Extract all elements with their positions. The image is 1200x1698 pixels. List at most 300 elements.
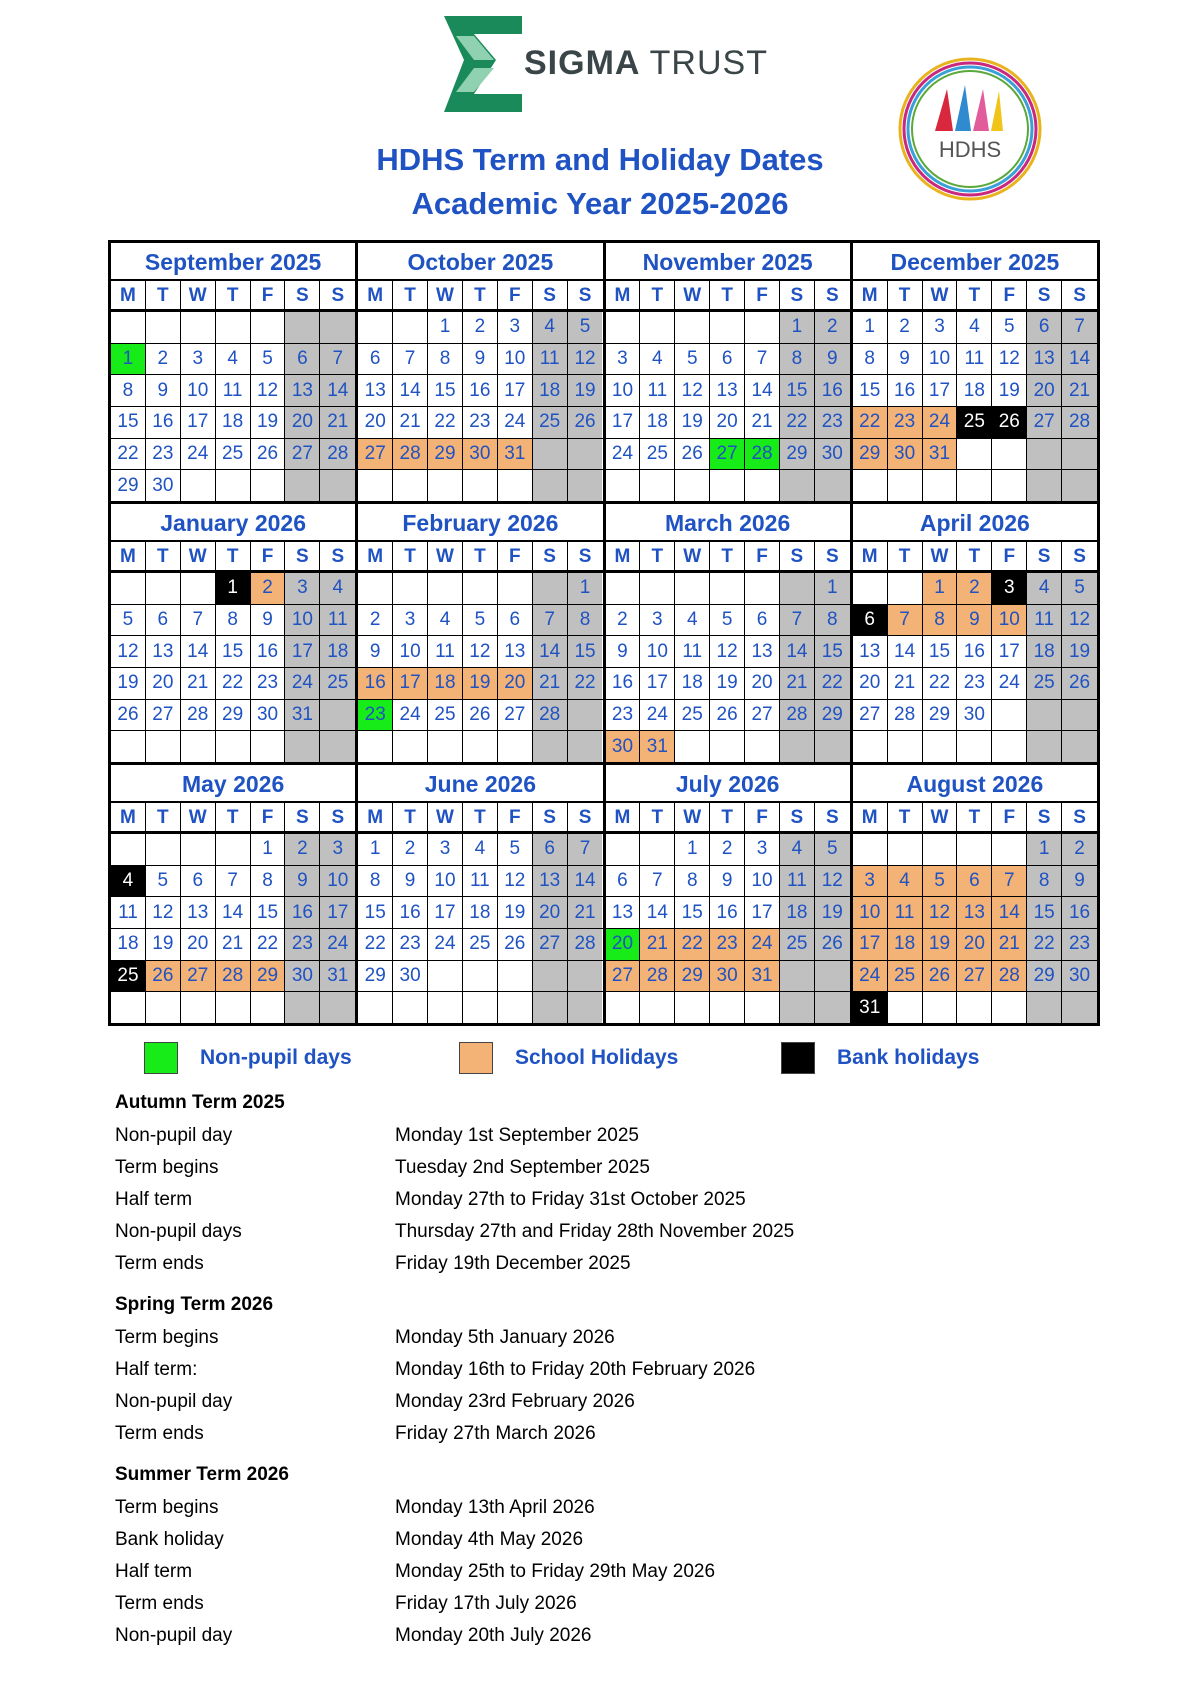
weekday-header: F (992, 281, 1027, 310)
month-block (111, 243, 355, 501)
weekday-header: W (181, 803, 216, 832)
day-cell: 4 (957, 312, 992, 343)
day-cell: 13 (957, 897, 992, 928)
day-cell: 8 (358, 866, 393, 897)
week-row (606, 834, 850, 866)
day-cell: 5 (675, 344, 710, 375)
week-row (853, 929, 1097, 961)
day-cell: 17 (606, 407, 641, 438)
day-cell: 2 (393, 834, 428, 865)
day-cell: 29 (815, 700, 850, 731)
day-cell: 20 (957, 929, 992, 960)
day-cell: 18 (320, 636, 355, 667)
empty-cell (710, 573, 745, 604)
day-cell: 23 (146, 439, 181, 470)
day-cell: 8 (853, 344, 888, 375)
empty-cell (181, 470, 216, 501)
day-cell: 5 (568, 312, 603, 343)
day-cell: 5 (992, 312, 1027, 343)
legend-label: Non-pupil days (200, 1046, 352, 1069)
empty-cell (428, 731, 463, 762)
weekday-header-row (358, 542, 602, 573)
day-cell: 29 (428, 439, 463, 470)
month-block (358, 504, 602, 762)
weekday-header: S (578, 546, 592, 567)
day-cell: 25 (780, 929, 815, 960)
day-cell: 20 (533, 897, 568, 928)
day-cell: 4 (320, 573, 355, 604)
day-cell: 8 (923, 605, 958, 636)
empty-cell (251, 470, 286, 501)
empty-cell (320, 731, 355, 762)
month-weeks (853, 834, 1097, 1023)
week-row (606, 668, 850, 700)
day-cell: 21 (320, 407, 355, 438)
day-cell: 6 (957, 866, 992, 897)
bank-holiday-swatch (781, 1042, 815, 1074)
empty-cell (285, 731, 320, 762)
day-cell: 8 (251, 866, 286, 897)
term-date: Friday 19th December 2025 (395, 1253, 631, 1274)
empty-cell (285, 470, 320, 501)
empty-cell (463, 470, 498, 501)
empty-cell (1027, 992, 1062, 1023)
day-cell: 13 (1027, 344, 1062, 375)
weekday-header-row (853, 803, 1097, 834)
empty-cell (606, 470, 641, 501)
month-name: January 2026 (111, 504, 355, 542)
day-cell: 1 (815, 573, 850, 604)
day-cell: 6 (853, 605, 888, 636)
day-cell: 18 (428, 668, 463, 699)
day-cell: 15 (815, 636, 850, 667)
day-cell: 21 (181, 668, 216, 699)
weekday-header: S (825, 285, 839, 306)
empty-cell (675, 731, 710, 762)
empty-cell (780, 470, 815, 501)
empty-cell (181, 992, 216, 1023)
day-cell: 25 (216, 439, 251, 470)
day-cell: 10 (853, 897, 888, 928)
day-cell: 28 (780, 700, 815, 731)
empty-cell (111, 731, 146, 762)
empty-cell (568, 470, 603, 501)
empty-cell (568, 961, 603, 992)
day-cell: 11 (533, 344, 568, 375)
week-row (606, 312, 850, 344)
weekday-header-row (853, 542, 1097, 573)
day-cell: 29 (216, 700, 251, 731)
empty-cell (146, 312, 181, 343)
empty-cell (745, 312, 780, 343)
day-cell: 15 (675, 897, 710, 928)
month-weeks (111, 573, 355, 762)
day-cell: 17 (498, 375, 533, 406)
day-cell: 29 (853, 439, 888, 470)
day-cell: 1 (923, 573, 958, 604)
day-cell: 19 (251, 407, 286, 438)
day-cell: 31 (498, 439, 533, 470)
day-cell: 19 (111, 668, 146, 699)
week-row (606, 407, 850, 439)
day-cell: 14 (181, 636, 216, 667)
empty-cell (992, 700, 1027, 731)
week-row (853, 866, 1097, 898)
week-row (606, 344, 850, 376)
day-cell: 5 (498, 834, 533, 865)
term-row (115, 1588, 1115, 1620)
day-cell: 28 (1062, 407, 1097, 438)
day-cell: 30 (710, 961, 745, 992)
day-cell: 10 (428, 866, 463, 897)
month-block (606, 243, 850, 501)
weekday-header: F (745, 542, 780, 571)
empty-cell (498, 961, 533, 992)
day-cell: 21 (992, 929, 1027, 960)
day-cell: 26 (1062, 668, 1097, 699)
weekday-header: S (780, 803, 815, 832)
weekday-header-row (853, 281, 1097, 312)
weekday-header: F (498, 542, 533, 571)
empty-cell (358, 470, 393, 501)
day-cell: 15 (923, 636, 958, 667)
month-block (853, 765, 1097, 1023)
day-cell: 19 (1062, 636, 1097, 667)
weekday-header: S (331, 807, 345, 828)
empty-cell (146, 992, 181, 1023)
term-label: Term ends (115, 1423, 204, 1444)
day-cell: 20 (710, 407, 745, 438)
day-cell: 8 (568, 605, 603, 636)
day-cell: 6 (146, 605, 181, 636)
term-label: Non-pupil day (115, 1625, 233, 1646)
empty-cell (146, 731, 181, 762)
weekday-header: S (825, 546, 839, 567)
day-cell: 20 (285, 407, 320, 438)
term-row (115, 1152, 1115, 1184)
empty-cell (216, 312, 251, 343)
empty-cell (992, 470, 1027, 501)
weekday-header: S (578, 285, 592, 306)
empty-cell (216, 834, 251, 865)
day-cell: 5 (1062, 573, 1097, 604)
week-row (111, 636, 355, 668)
month-block (111, 504, 355, 762)
empty-cell (780, 992, 815, 1023)
week-row (606, 605, 850, 637)
day-cell: 28 (393, 439, 428, 470)
week-row (111, 731, 355, 762)
empty-cell (533, 992, 568, 1023)
day-cell: 26 (498, 929, 533, 960)
empty-cell (358, 992, 393, 1023)
day-cell: 30 (285, 961, 320, 992)
empty-cell (606, 834, 641, 865)
empty-cell (1027, 439, 1062, 470)
empty-cell (957, 731, 992, 762)
empty-cell (853, 834, 888, 865)
week-row (853, 834, 1097, 866)
day-cell: 16 (393, 897, 428, 928)
weekday-header: T (957, 542, 992, 571)
weekday-header: M (853, 281, 888, 310)
week-row (853, 407, 1097, 439)
day-cell: 22 (568, 668, 603, 699)
empty-cell (428, 573, 463, 604)
day-cell: 25 (957, 407, 992, 438)
day-cell: 7 (216, 866, 251, 897)
empty-cell (568, 992, 603, 1023)
month-name: March 2026 (606, 504, 850, 542)
day-cell: 1 (428, 312, 463, 343)
day-cell: 22 (815, 668, 850, 699)
day-cell: 14 (992, 897, 1027, 928)
day-cell: 13 (606, 897, 641, 928)
empty-cell (992, 834, 1027, 865)
empty-cell (428, 992, 463, 1023)
day-cell: 21 (533, 668, 568, 699)
empty-cell (675, 312, 710, 343)
term-row (115, 1216, 1115, 1248)
weekday-header: W (181, 542, 216, 571)
week-row (606, 636, 850, 668)
weekday-header: F (251, 803, 286, 832)
day-cell: 18 (111, 929, 146, 960)
week-row (111, 407, 355, 439)
day-cell: 14 (533, 636, 568, 667)
day-cell: 6 (285, 344, 320, 375)
day-cell: 5 (463, 605, 498, 636)
day-cell: 19 (992, 375, 1027, 406)
day-cell: 4 (428, 605, 463, 636)
day-cell: 18 (1027, 636, 1062, 667)
day-cell: 18 (640, 407, 675, 438)
non-pupil-swatch (144, 1042, 178, 1074)
week-row (853, 312, 1097, 344)
week-row (358, 834, 602, 866)
empty-cell (428, 961, 463, 992)
empty-cell (815, 470, 850, 501)
month-name: May 2026 (111, 765, 355, 803)
day-cell: 16 (251, 636, 286, 667)
weekday-header: T (463, 281, 498, 310)
day-cell: 2 (358, 605, 393, 636)
weekday-header: F (251, 281, 286, 310)
empty-cell (320, 992, 355, 1023)
day-cell: 11 (957, 344, 992, 375)
empty-cell (815, 731, 850, 762)
week-row (853, 668, 1097, 700)
empty-cell (533, 470, 568, 501)
legend-bank (781, 1041, 979, 1075)
day-cell: 1 (780, 312, 815, 343)
day-cell: 3 (393, 605, 428, 636)
empty-cell (181, 731, 216, 762)
month-name: October 2025 (358, 243, 602, 281)
term-date: Tuesday 2nd September 2025 (395, 1157, 650, 1178)
day-cell: 22 (780, 407, 815, 438)
day-cell: 28 (533, 700, 568, 731)
term-date: Friday 17th July 2026 (395, 1593, 577, 1614)
day-cell: 16 (463, 375, 498, 406)
day-cell: 12 (568, 344, 603, 375)
empty-cell (1027, 700, 1062, 731)
day-cell: 21 (640, 929, 675, 960)
day-cell: 2 (606, 605, 641, 636)
week-row (606, 992, 850, 1023)
day-cell: 3 (992, 573, 1027, 604)
empty-cell (745, 992, 780, 1023)
empty-cell (358, 731, 393, 762)
day-cell: 6 (498, 605, 533, 636)
month-weeks (358, 573, 602, 762)
day-cell: 26 (463, 700, 498, 731)
week-row (853, 605, 1097, 637)
weekday-header: F (992, 542, 1027, 571)
day-cell: 17 (181, 407, 216, 438)
day-cell: 13 (146, 636, 181, 667)
day-cell: 20 (181, 929, 216, 960)
day-cell: 7 (640, 866, 675, 897)
month-block (111, 765, 355, 1023)
term-label: Bank holiday (115, 1529, 224, 1550)
term-date: Thursday 27th and Friday 28th November 2025 (395, 1221, 795, 1242)
empty-cell (1062, 439, 1097, 470)
weekday-header: T (710, 803, 745, 832)
day-cell: 6 (533, 834, 568, 865)
day-cell: 4 (1027, 573, 1062, 604)
week-row (358, 668, 602, 700)
week-row (853, 439, 1097, 471)
term-date: Monday 27th to Friday 31st October 2025 (395, 1189, 746, 1210)
day-cell: 29 (675, 961, 710, 992)
day-cell: 28 (745, 439, 780, 470)
term-label: Term ends (115, 1253, 204, 1274)
day-cell: 23 (285, 929, 320, 960)
day-cell: 2 (251, 573, 286, 604)
day-cell: 18 (463, 897, 498, 928)
day-cell: 20 (146, 668, 181, 699)
month-name: August 2026 (853, 765, 1097, 803)
weekday-header: S (1027, 542, 1062, 571)
empty-cell (498, 992, 533, 1023)
day-cell: 23 (463, 407, 498, 438)
day-cell: 13 (498, 636, 533, 667)
day-cell: 16 (888, 375, 923, 406)
day-cell: 25 (320, 668, 355, 699)
day-cell: 29 (1027, 961, 1062, 992)
day-cell: 10 (606, 375, 641, 406)
weekday-header: F (745, 281, 780, 310)
term-row (115, 1248, 1115, 1280)
empty-cell (923, 731, 958, 762)
empty-cell (606, 312, 641, 343)
week-row (606, 439, 850, 471)
empty-cell (358, 573, 393, 604)
day-cell: 3 (498, 312, 533, 343)
day-cell: 24 (640, 700, 675, 731)
day-cell: 9 (710, 866, 745, 897)
week-row (606, 897, 850, 929)
weekday-header: S (533, 281, 568, 310)
day-cell: 20 (853, 668, 888, 699)
day-cell: 9 (393, 866, 428, 897)
weekday-header: S (1027, 281, 1062, 310)
weekday-header: T (640, 803, 675, 832)
weekday-header: M (358, 803, 393, 832)
empty-cell (111, 992, 146, 1023)
weekday-header: M (111, 803, 146, 832)
empty-cell (568, 731, 603, 762)
day-cell: 19 (710, 668, 745, 699)
week-row (606, 470, 850, 501)
day-cell: 26 (923, 961, 958, 992)
day-cell: 19 (675, 407, 710, 438)
day-cell: 23 (606, 700, 641, 731)
day-cell: 13 (181, 897, 216, 928)
term-title: Spring Term 2026 (115, 1294, 274, 1315)
day-cell: 24 (181, 439, 216, 470)
weekday-header: T (216, 281, 251, 310)
day-cell: 1 (675, 834, 710, 865)
calendar-grid (108, 240, 1100, 1026)
empty-cell (251, 312, 286, 343)
day-cell: 4 (533, 312, 568, 343)
week-row (111, 573, 355, 605)
day-cell: 9 (285, 866, 320, 897)
empty-cell (498, 573, 533, 604)
empty-cell (181, 573, 216, 604)
empty-cell (251, 992, 286, 1023)
day-cell: 9 (888, 344, 923, 375)
weekday-header: T (146, 803, 181, 832)
weekday-header: T (888, 542, 923, 571)
term-spacer (115, 1450, 1115, 1458)
day-cell: 1 (216, 573, 251, 604)
weekday-header: S (285, 542, 320, 571)
day-cell: 25 (675, 700, 710, 731)
empty-cell (320, 470, 355, 501)
day-cell: 23 (358, 700, 393, 731)
day-cell: 9 (146, 375, 181, 406)
day-cell: 4 (216, 344, 251, 375)
day-cell: 18 (216, 407, 251, 438)
legend-label: Bank holidays (837, 1046, 980, 1069)
day-cell: 24 (285, 668, 320, 699)
week-row (853, 700, 1097, 732)
day-cell: 3 (606, 344, 641, 375)
week-row (853, 470, 1097, 501)
day-cell: 19 (568, 375, 603, 406)
day-cell: 19 (923, 929, 958, 960)
empty-cell (111, 834, 146, 865)
day-cell: 23 (957, 668, 992, 699)
empty-cell (675, 573, 710, 604)
weekday-header: M (606, 281, 641, 310)
weekday-header: F (992, 803, 1027, 832)
empty-cell (853, 731, 888, 762)
week-row (358, 731, 602, 762)
term-row (115, 1524, 1115, 1556)
day-cell: 12 (675, 375, 710, 406)
weekday-header: T (640, 281, 675, 310)
weekday-header: S (1027, 803, 1062, 832)
weekday-header: W (428, 281, 463, 310)
weekday-header: M (606, 542, 641, 571)
weekday-header: S (578, 807, 592, 828)
week-row (111, 700, 355, 732)
term-label: Term begins (115, 1157, 219, 1178)
